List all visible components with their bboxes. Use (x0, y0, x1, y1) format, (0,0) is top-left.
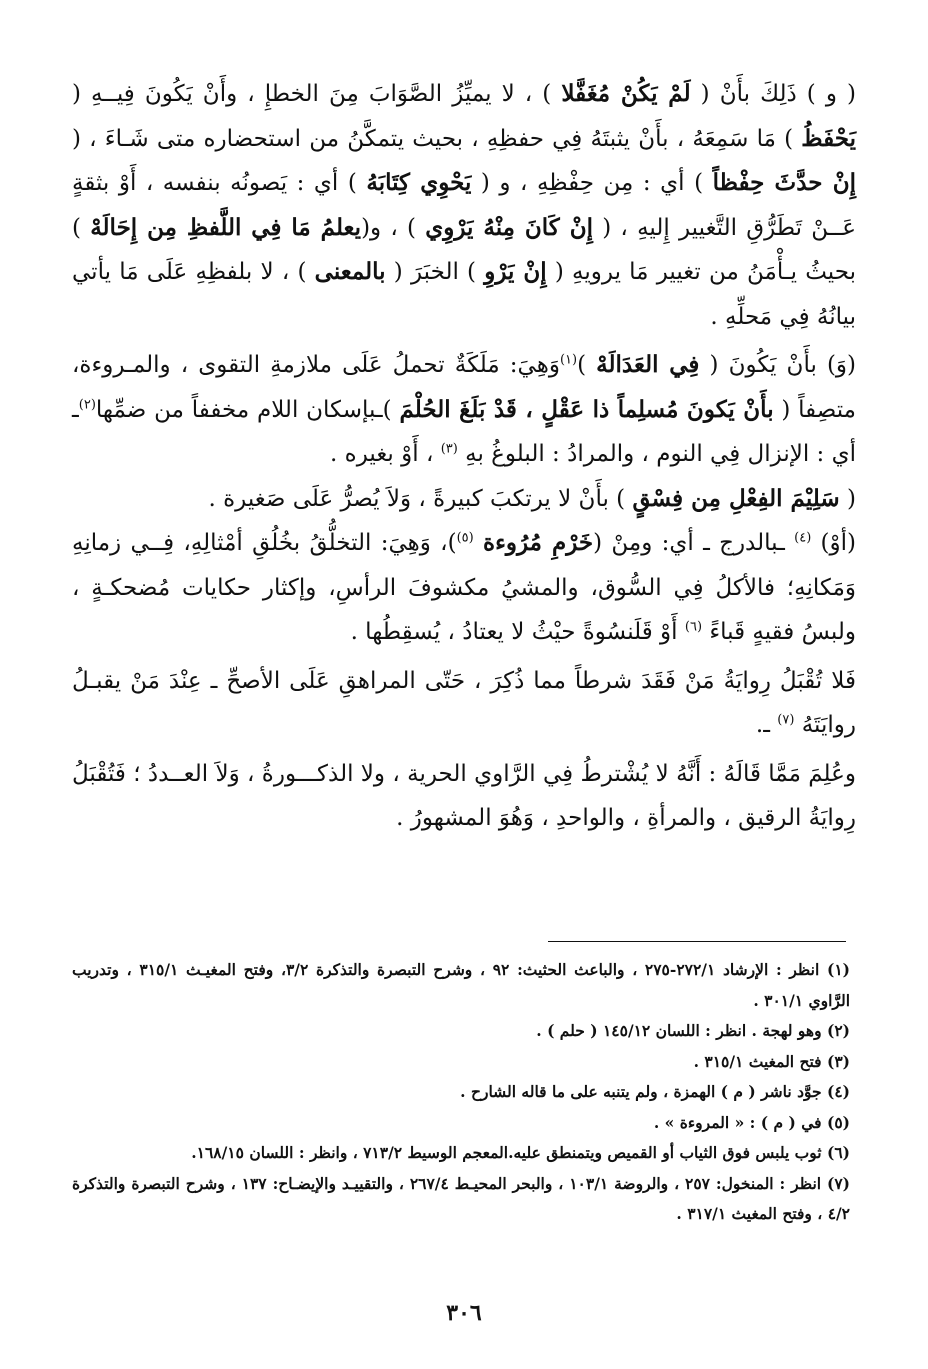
matn-text: إِنْ حدَّثَ حِفْظاً (712, 169, 857, 196)
footnote: (٤) جوَّد ناشر ( م ) الهمزة ، ولم يتنبه على ما قاله الشارح . (460, 1082, 850, 1101)
footnote: (٦) ثوب يلبس فوق الثياب أو القميص ويتمنطق عليه.المعجم الوسيط ٧١٣/٢ ، وانظر : اللسان ١٦٨/١٥. (191, 1143, 850, 1162)
footnote: (٢) وهو لهجة . انظر : اللسان ١٤٥/١٢ ( حلم ) . (536, 1021, 850, 1040)
sharh-text: ـبالدرج ـ أي: ومِنْ ( (593, 530, 795, 556)
sharh-text: ) الخبَرَ ( (385, 259, 485, 285)
sharh-text: ) ، و( (361, 214, 426, 241)
sharh-text: أَوْ قَلَنسُوةً حيْثُ لا يعتادُ ، يُسقِطُها . (350, 619, 685, 645)
paragraph (72, 521, 856, 655)
sharh-text: ، أَوْ بغيره . (330, 441, 441, 467)
sharh-text: فَلا تُقْبَلُ رِوايَةُ مَنْ فَقَدَ شرطاً مما ذُكِرَ ، حَتّى المراهقِ عَلَى الأصحِّ ـ عِنْدَ مَنْ يقبـلُ روايَتَهُ (72, 667, 856, 738)
sharh-text: ) ، لا يميِّزُ الصَّوَابَ مِنَ الخطإِ ، وأَنْ يَكُونَ فِيــهِ ( (72, 81, 562, 107)
matn-text: يعلمُ مَا فِي اللَّفظِ مِن إِحَالَهْ (90, 213, 362, 241)
sharh-text: ) (577, 352, 597, 378)
footnote-ref: (٦) (684, 619, 703, 635)
matn-text: يَحْفَظُ (801, 124, 856, 152)
sharh-text: ) بحيثُ يـأْمَنُ من تغيير مَا يرويهِ ( (72, 214, 856, 285)
sharh-text: ( (839, 485, 856, 512)
matn-text: إِنْ كَانَ مِنْهُ يَرْوِي (425, 213, 593, 241)
sharh-text: وعُلِمَ مَمَّا قَالَهُ : أَنَّهُ لا يُشْترطُ فِي الرَّاوي الحرية ، ولا الذكـــورةُ ، وَلاَ العــددُ ؛ فَتُقْبَلُ رِوايَةُ الرقيق ، والمرأةِ ، والواحدِ ، وَهُوَ المشهورُ . (72, 760, 856, 831)
sharh-text (474, 530, 483, 556)
paragraph (72, 477, 856, 522)
footnotes (72, 955, 850, 1230)
paragraph (72, 752, 856, 841)
matn-text: فِي العَدَالَهْ (596, 351, 700, 378)
sharh-text: وَهِيَ: مَلَكَةٌ تحملُ عَلَى ملازمةِ التقوى ، والمـروءة، متصِفاً ( (72, 352, 856, 423)
matn-text: سَلِيْمَ الفِعْلِ مِن فِسْقٍ (632, 484, 840, 512)
page-number: ٣٠٦ (446, 1300, 482, 1326)
matn-text: بالمعنى (314, 258, 386, 285)
sharh-text: (أوْ) (811, 530, 857, 556)
sharh-text: ) أي : يَصونُه بنفسه ، أَوْ بثقةٍ عَــنْ تَطَرُّقِ التَّغيير إِليهِ ، ( (72, 170, 856, 241)
matn-text: لَمْ يَكُنْ مُغَفَّلا (561, 80, 691, 107)
matn-text: خَرْمِ مُرُوءة (483, 529, 594, 556)
footnote-separator (548, 941, 846, 942)
sharh-text: )، وَهِيَ: التخلُّقُ بخُلُقِ أمْثالِهِ، فِــي زمانِهِ وَمَكانِهِ؛ فالأكلُ فِي السُّوق، والمشيُ مكشوفَ الرأسِ، وإكثار حكايات مُضحكـةٍ ، ولبسُ فقيهٍ قَباءً (72, 530, 856, 645)
footnote-ref: (١) (559, 352, 578, 368)
footnote: (٣) فتح المغيث ٣١٥/١ . (693, 1051, 850, 1071)
sharh-text: ) مَا سَمِعَهُ ، بأَنْ يثبتَهُ فِي حفظِهِ ، بحيث يتمكَّنُ من استحضاره متى شَـاءَ ، ( (72, 125, 802, 152)
sharh-text: ـ. (755, 712, 778, 738)
sharh-text: ) ، لا بلفظِهِ عَلَى مَا يأتي بيانُهُ فِي مَحلِّهِ . (72, 259, 856, 330)
footnote-ref: (٤) (794, 530, 812, 546)
footnote-ref: (٧) (777, 712, 795, 728)
footnote-ref: (٥) (456, 530, 474, 546)
sharh-text: (وَ) بأَنْ يَكُونَ ( (699, 352, 856, 378)
sharh-text: ( و ) ذَلِكَ بأَنْ ( (690, 81, 856, 107)
sharh-text: ) بأَنْ لا يرتكبَ كبيرةً ، وَلاَ يُصرُّ عَلَى صَغيرة . (208, 485, 633, 512)
matn-text: يَحْوِي كِتَابَهُ (366, 169, 472, 196)
footnote: (٥) في ( م ) : « المروءة » . (653, 1112, 850, 1132)
matn-text: إِنْ يَرْوِ (484, 258, 547, 285)
sharh-text: ) أي : مِن حِفْظِهِ ، و ( (471, 170, 713, 196)
paragraph (72, 659, 856, 748)
paragraph (72, 72, 856, 339)
matn-text: بأَنْ يَكونَ مُسلِماً ذا عَقْلٍ ، قَدْ بَلَغَ الحُلْمَ (399, 395, 774, 423)
footnote: (٧) انظر : المنخول: ٢٥٧ ، والروضة ١٠٣/١ ، والبحر المحيـط ٢٦٧/٤ ، والتقييـد والإيضـاح: ١٣٧ ، وشرح التبصرة والتذكرة ٤/٢ ، وفتح المغيث ٣١٧/١ . (72, 1173, 851, 1223)
footnote-ref: (٢) (78, 396, 96, 412)
sharh-text: ـ أي : الإنزال فِي النوم ، والمرادُ : البلوغُ بهِ (72, 396, 856, 467)
paragraph (72, 343, 856, 477)
footnote: (١) انظر : الإرشاد ٢٧٢/١-٢٧٥ ، والباعث الحثيث: ٩٢ ، وشرح التبصرة والتذكرة ٣/٢، وفتح المغيـث ٣١٥/١ ، وتدريب الرَّاوي ٣٠١/١ . (72, 960, 850, 1010)
main-text (72, 72, 856, 841)
footnote-ref: (٣) (440, 441, 458, 457)
sharh-text: )ـبإسكان اللام مخففاً من ضمِّها (95, 396, 400, 423)
